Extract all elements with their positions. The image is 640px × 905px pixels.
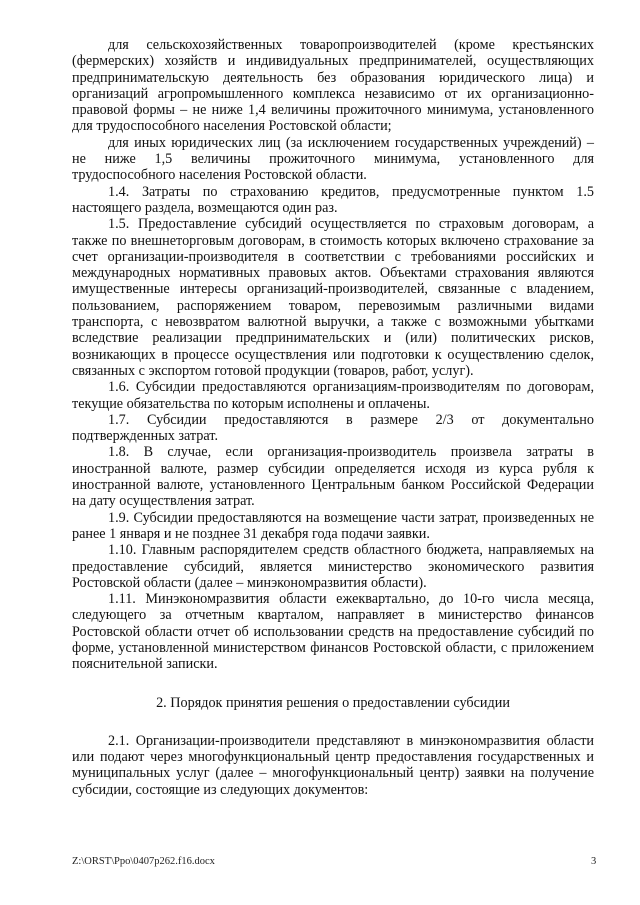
paragraph-1-7: 1.7. Субсидии предоставляются в размере 2/3 от документально подтвержденных затрат.: [72, 411, 594, 445]
paragraph-2-1: 2.1. Организации-производители представляют в минэкономразвития области или подают через многофункциональный центр предоставления государственных и муниципальных услуг (далее – многофункциональный центр) заявки на получение субсидии, состоящие из следующих документов:: [72, 732, 594, 798]
paragraph-1-5: 1.5. Предоставление субсидий осуществляется по страховым договорам, а также по внешнеторговым договорам, в стоимость которых включено страхование за счет организации-производителя в соответствии с требованиями российских и международных нормативных правовых актов. Объектами страхования являются имущественные интересы организаций-производителей, связанные с владением, пользованием, распоряжением товаром, перевозимым различными видами транспорта, с невозвратом валютной выручки, а также с возможными убытками вследствие реализации предпринимательских и (или) политических рисков, возникающих в процессе осуществления или подготовки к осуществлению сделок, связанных с экспортом готовой продукции (товаров, работ, услуг).: [72, 216, 594, 379]
document-page: [72, 37, 594, 798]
paragraph-other-entities: для иных юридических лиц (за исключением государственных учреждений) – не ниже 1,5 величины прожиточного минимума, установленного для трудоспособного населения Ростовской области.: [72, 134, 594, 184]
paragraph-1-8: 1.8. В случае, если организация-производитель произвела затраты в иностранной валюте, размер субсидии определяется исходя из курса рубля к иностранной валюте, установленного Центральным банком Российской Федерации на дату осуществления затрат.: [72, 444, 594, 510]
paragraph-1-4: 1.4. Затраты по страхованию кредитов, предусмотренные пунктом 1.5 настоящего раздела, возмещаются один раз.: [72, 183, 594, 216]
paragraph-1-9: 1.9. Субсидии предоставляются на возмещение части затрат, произведенных не ранее 1 января и не позднее 31 декабря года подачи заявки.: [72, 509, 594, 542]
paragraph-agro-producers: для сельскохозяйственных товаропроизводителей (кроме крестьянских (фермерских) хозяйств и индивидуальных предпринимателей, осуществляющих предпринимательскую деятельность без образования юридического лица) и организаций агропромышленного комплекса независимо от их организационно-правовой формы – не ниже 1,4 величины прожиточного минимума, установленного для трудоспособного населения Ростовской области;: [72, 37, 594, 135]
footer-page-number: 3: [591, 856, 597, 867]
paragraph-1-11: 1.11. Минэкономразвития области ежеквартально, до 10-го числа месяца, следующего за отчетным кварталом, направляет в министерство финансов Ростовской области отчет об использовании средств на предоставление субсидий по форме, установленной министерством финансов Ростовской области, с приложением пояснительной записки.: [72, 591, 594, 673]
section-heading: 2. Порядок принятия решения о предоставлении субсидии: [156, 694, 510, 711]
paragraph-1-10: 1.10. Главным распорядителем средств областного бюджета, направляемых на предоставление субсидий, является министерство экономического развития Ростовской области (далее – минэкономразвития области).: [72, 542, 594, 591]
footer-file-path: Z:\ORST\Ppo\0407p262.f16.docx: [72, 856, 215, 867]
paragraph-1-6: 1.6. Субсидии предоставляются организациям-производителям по договорам, текущие обязательства по которым исполнены и оплачены.: [72, 379, 594, 412]
